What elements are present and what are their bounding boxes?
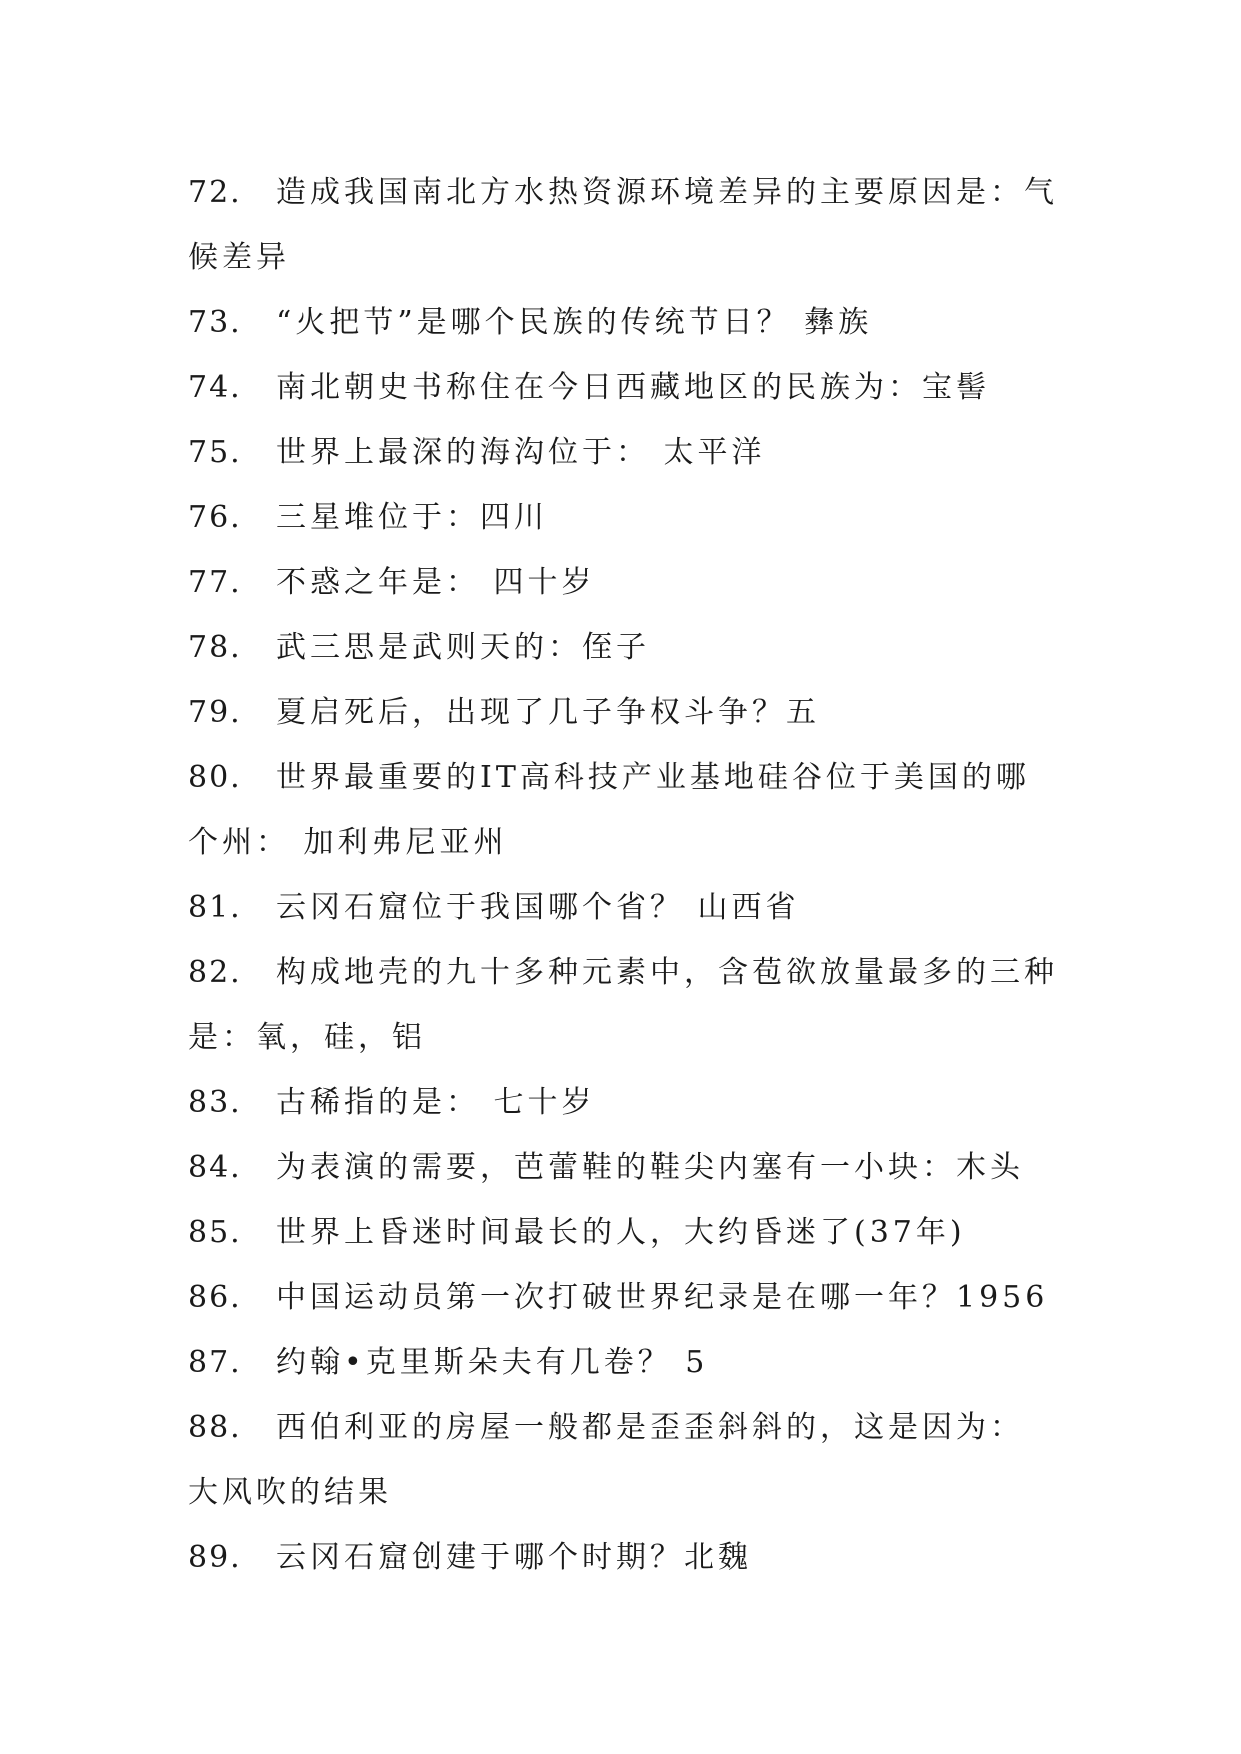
qa-item-82	[188, 940, 1058, 1070]
question-text: 西伯利亚的房屋一般都是歪歪斜斜的，这是因为： 大风吹的结果	[188, 1410, 1024, 1510]
question-number: 88.	[188, 1410, 242, 1445]
question-number: 78.	[188, 630, 242, 665]
question-number: 83.	[188, 1085, 242, 1120]
question-number: 72.	[188, 175, 242, 210]
qa-item-74	[188, 355, 1058, 420]
question-number: 79.	[188, 695, 242, 730]
qa-item-80	[188, 745, 1058, 875]
question-text: 为表演的需要，芭蕾鞋的鞋尖内塞有一小块：木头	[276, 1150, 1024, 1185]
qa-item-77	[188, 550, 1058, 615]
question-text: 世界最重要的IT高科技产业基地硅谷位于美国的哪个州： 加利弗尼亚州	[188, 760, 1030, 860]
qa-item-84	[188, 1135, 1058, 1200]
question-number: 84.	[188, 1150, 242, 1185]
question-number: 76.	[188, 500, 242, 535]
qa-item-75	[188, 420, 1058, 485]
qa-item-89	[188, 1525, 1058, 1590]
question-number: 77.	[188, 565, 242, 600]
question-text: 南北朝史书称住在今日西藏地区的民族为：宝髻	[276, 370, 990, 405]
question-text: 云冈石窟创建于哪个时期？北魏	[276, 1540, 752, 1575]
question-text: 造成我国南北方水热资源环境差异的主要原因是：气候差异	[188, 175, 1058, 275]
question-text: 构成地壳的九十多种元素中，含苞欲放量最多的三种是：氧，硅，铝	[188, 955, 1058, 1055]
question-text: 云冈石窟位于我国哪个省？ 山西省	[276, 890, 800, 925]
question-text: 不惑之年是： 四十岁	[276, 565, 596, 600]
question-text: 古稀指的是： 七十岁	[276, 1085, 596, 1120]
qa-item-78	[188, 615, 1058, 680]
question-number: 89.	[188, 1540, 242, 1575]
qa-item-88	[188, 1395, 1058, 1525]
qa-list	[188, 160, 1058, 1590]
qa-item-79	[188, 680, 1058, 745]
question-number: 82.	[188, 955, 242, 990]
question-text: “火把节”是哪个民族的传统节日？ 彝族	[276, 305, 873, 340]
question-text: 中国运动员第一次打破世界纪录是在哪一年？1956	[276, 1280, 1049, 1315]
qa-item-73	[188, 290, 1058, 355]
question-text: 约翰•克里斯朵夫有几卷？ 5	[276, 1345, 709, 1380]
qa-item-72	[188, 160, 1058, 290]
question-number: 81.	[188, 890, 242, 925]
question-number: 80.	[188, 760, 242, 795]
qa-item-81	[188, 875, 1058, 940]
question-text: 世界上昏迷时间最长的人，大约昏迷了(37年)	[276, 1215, 966, 1250]
question-number: 86.	[188, 1280, 242, 1315]
question-number: 75.	[188, 435, 242, 470]
question-number: 73.	[188, 305, 242, 340]
question-number: 85.	[188, 1215, 242, 1250]
question-text: 三星堆位于：四川	[276, 500, 548, 535]
question-text: 夏启死后，出现了几子争权斗争？五	[276, 695, 820, 730]
question-text: 武三思是武则天的：侄子	[276, 630, 650, 665]
qa-item-86	[188, 1265, 1058, 1330]
qa-item-83	[188, 1070, 1058, 1135]
qa-item-85	[188, 1200, 1058, 1265]
question-number: 74.	[188, 370, 242, 405]
question-number: 87.	[188, 1345, 242, 1380]
qa-item-87	[188, 1330, 1058, 1395]
qa-item-76	[188, 485, 1058, 550]
question-text: 世界上最深的海沟位于： 太平洋	[276, 435, 766, 470]
